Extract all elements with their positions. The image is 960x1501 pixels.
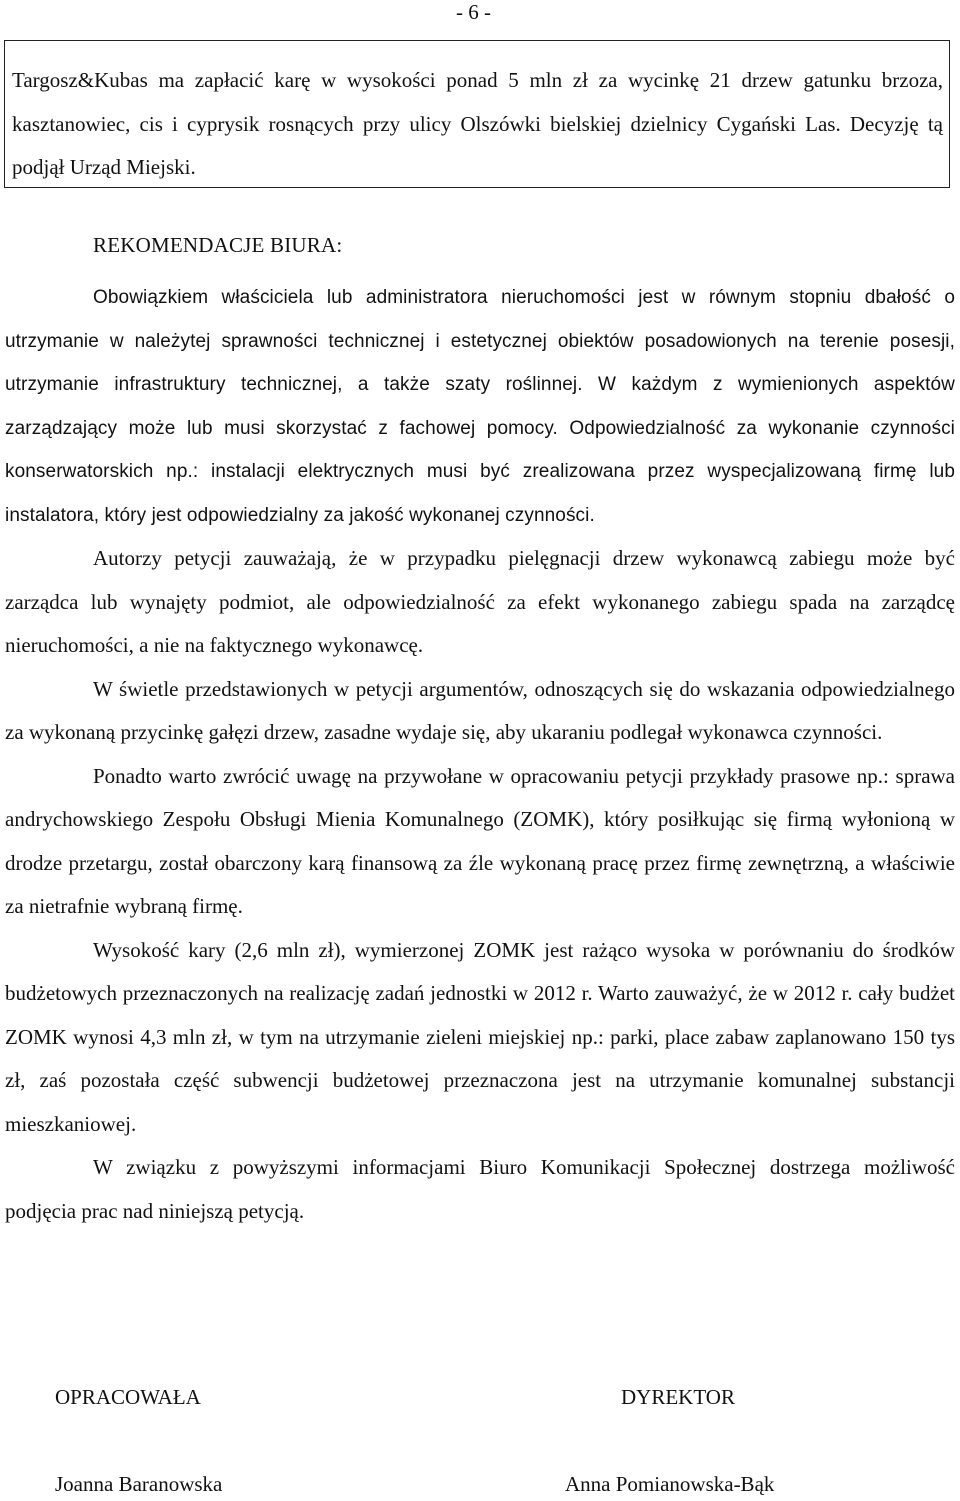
recommendations-body xyxy=(5,276,955,1233)
signature-left-name: Joanna Baranowska xyxy=(55,1472,223,1496)
boxed-note-text: Targosz&Kubas ma zapłacić karę w wysokości ponad 5 mln zł za wycinkę 21 drzew gatunku brzoza, kasztanowiec, cis i cyprysik rosnących przy ulicy Olszówki bielskiej dzielnicy Cygański Las. Decyzję tą podjął Urząd Miejski. xyxy=(12,68,943,179)
paragraph-conclusion: W związku z powyższymi informacjami Biuro Komunikacji Społecznej dostrzega możliwość podjęcia prac nad niniejszą petycją. xyxy=(5,1155,955,1223)
signature-left-role: OPRACOWAŁA xyxy=(55,1385,201,1409)
signature-right-role: DYREKTOR xyxy=(621,1385,735,1409)
page-number: - 6 - xyxy=(456,0,491,24)
paragraph-press-examples: Ponadto warto zwrócić uwagę na przywołane w opracowaniu petycji przykłady prasowe np.: sprawa andrychowskiego Zespołu Obsługi Mienia Komunalnego (ZOMK), który posiłkując się firmą wyłonioną w drodze przetargu, został obarczony karą finansową za źle wykonaną pracę przez firmę zewnętrzną, a właściwie za nietrafnie wybraną firmę. xyxy=(5,763,955,918)
section-heading: REKOMENDACJE BIURA: xyxy=(93,233,343,257)
paragraph-petition-authors: Autorzy petycji zauważają, że w przypadku pielęgnacji drzew wykonawcą zabiegu może być zarządca lub wynajęty podmiot, ale odpowiedzialność za efekt wykonanego zabiegu spada na zarządcę nieruchomości, a nie na faktycznego wykonawcę. xyxy=(5,546,955,657)
paragraph-obligations: Obowiązkiem właściciela lub administratora nieruchomości jest w równym stopniu dbałość o utrzymanie w należytej sprawności technicznej i estetycznej obiektów posadowionych na terenie posesji, utrzymanie infrastruktury technicznej, a także szaty roślinnej. W każdym z wymienionych aspektów zarządzający może lub musi skorzystać z fachowej pomocy. Odpowiedzialność za wykonanie czynności konserwatorskich np.: instalacji elektrycznych musi być zrealizowana przez wyspecjalizowaną firmę lub instalatora, który jest odpowiedzialny za jakość wykonanej czynności. xyxy=(5,287,955,526)
boxed-news-note xyxy=(4,40,950,188)
signature-right-name: Anna Pomianowska-Bąk xyxy=(565,1472,775,1496)
paragraph-penalty-amount: Wysokość kary (2,6 mln zł), wymierzonej ZOMK jest rażąco wysoka w porównaniu do środków budżetowych przeznaczonych na realizację zadań jednostki w 2012 r. Warto zauważyć, że w 2012 r. cały budżet ZOMK wynosi 4,3 mln zł, w tym na utrzymanie zieleni miejskiej np.: parki, place zabaw zaplanowano 150 tys zł, zaś pozostała część subwencji budżetowej przeznaczona jest na utrzymanie komunalnej substancji mieszkaniowej. xyxy=(5,937,955,1136)
paragraph-responsibility: W świetle przedstawionych w petycji argumentów, odnoszących się do wskazania odpowiedzialnego za wykonaną przycinkę gałęzi drzew, zasadne wydaje się, aby ukaraniu podlegał wykonawca czynności. xyxy=(5,676,955,744)
